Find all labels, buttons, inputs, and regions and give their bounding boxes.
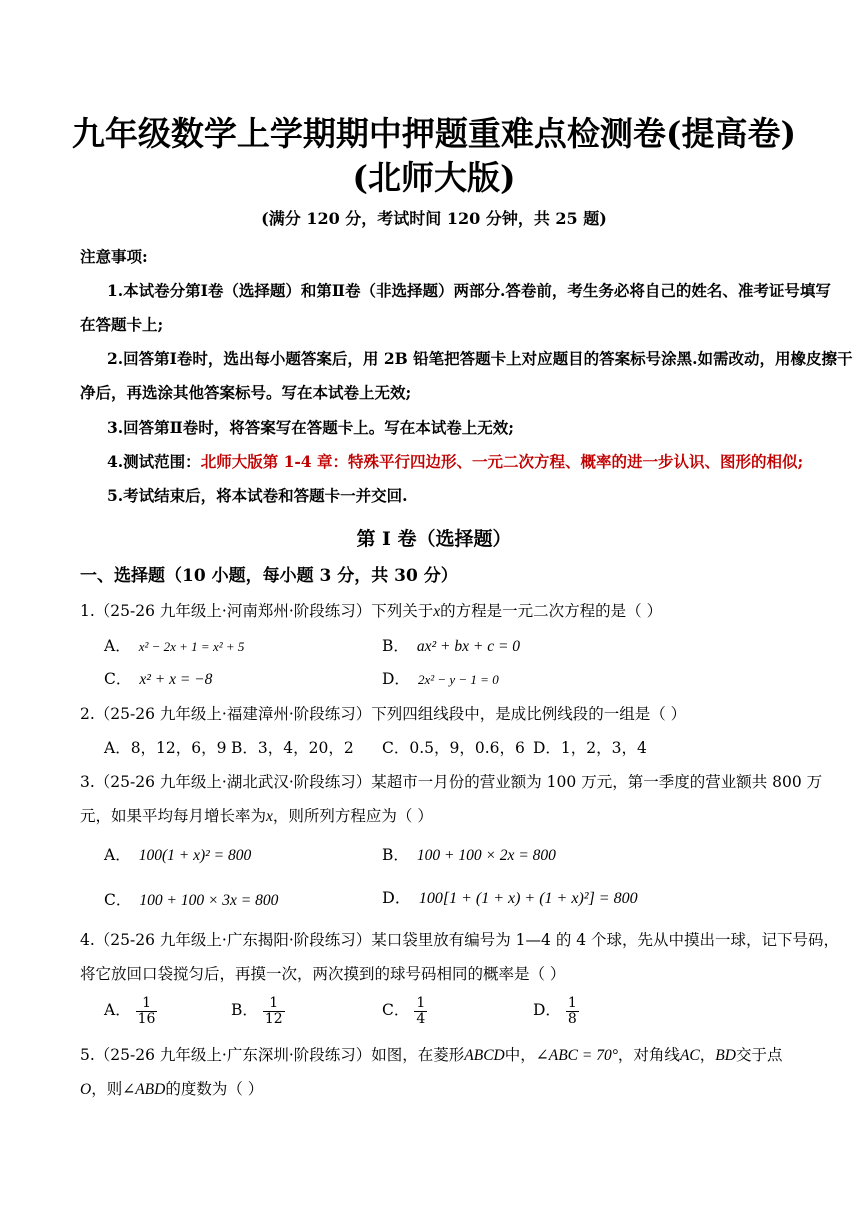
- q5-diagonal-bd: BD: [715, 1047, 736, 1064]
- q3-option-d: [382, 888, 638, 908]
- q4-option-c-fraction: [414, 996, 427, 1026]
- q5-stem-c: ，对角线: [617, 1046, 680, 1064]
- q3-option-a-label: A．: [104, 846, 131, 864]
- q4-option-d: [533, 996, 579, 1026]
- q4-stem-line2: 将它放回口袋搅匀后，再摸一次，两次摸到的球号码相同的概率是（ ）: [80, 965, 566, 983]
- note-item-1-line2: 在答题卡上;: [80, 315, 164, 334]
- q5-stem-d: ，: [699, 1046, 716, 1064]
- q3-option-d-text: 100[1 + (1 + x) + (1 + x)²] = 800: [418, 890, 638, 907]
- q5-angle-abd: ∠ABD: [122, 1081, 166, 1098]
- q5-stem-e: 交于点: [735, 1046, 783, 1064]
- q3-stem-line2-b: ，则所列方程应为（ ）: [272, 807, 433, 825]
- note-item-1-line1: 1.本试卷分第Ⅰ卷（选择题）和第Ⅱ卷（非选择题）两部分.答卷前，考生务必将自己的姓名、准考证号填写: [107, 281, 831, 300]
- q4-option-d-denominator: 8: [567, 1010, 577, 1027]
- q4-option-a-fraction: [136, 996, 158, 1026]
- q4-option-a: [104, 996, 157, 1026]
- q1-option-d: [382, 670, 499, 689]
- q4-option-a-label: A．: [104, 1001, 131, 1020]
- q5-diagonal-ac: AC: [679, 1047, 700, 1064]
- q4-option-d-numerator: 1: [567, 995, 577, 1011]
- q2-option-a: A．8，12，6，9: [104, 739, 227, 757]
- exam-title-line2: (北师大版): [352, 158, 516, 197]
- q4-option-a-denominator: 16: [137, 1010, 156, 1027]
- q4-option-c: [382, 996, 427, 1026]
- q1-option-c-label: C．: [104, 670, 132, 688]
- q1-stem-a: 1.（25-26 九年级上·河南郑州·阶段练习）下列关于: [80, 602, 434, 620]
- q4-option-c-label: C．: [382, 1001, 410, 1020]
- q5-point-o: O: [80, 1081, 92, 1098]
- q5-stem-line2-b: 的度数为（ ）: [165, 1080, 264, 1098]
- q2-option-c: C．0.5，9，0.6，6: [382, 739, 525, 757]
- q1-option-b: [382, 637, 520, 657]
- q1-var: x: [433, 603, 441, 620]
- q3-option-a: [104, 846, 251, 866]
- q3-option-a-text: 100(1 + x)² = 800: [138, 847, 252, 864]
- q4-option-b-denominator: 12: [264, 1010, 283, 1027]
- q3-stem-line1: 3.（25-26 九年级上·湖北武汉·阶段练习）某超市一月份的营业额为 100 万元，第一季度的营业额共 800 万: [80, 773, 823, 791]
- q4-option-d-fraction: [566, 996, 579, 1026]
- q1-option-b-text: ax² + bx + c = 0: [416, 638, 521, 655]
- q3-stem-line2: [80, 807, 433, 827]
- q3-option-b-label: B．: [382, 846, 409, 864]
- q5-stem-line1: [80, 1046, 782, 1066]
- q5-rhombus-name: ABCD: [464, 1047, 505, 1064]
- q4-option-c-denominator: 4: [416, 1010, 426, 1027]
- note-item-4: [107, 453, 803, 472]
- note-item-4-scope: 北师大版第 1-4 章：特殊平行四边形、一元二次方程、概率的进一步认识、图形的相似;: [200, 452, 804, 471]
- q1-option-c: [104, 670, 212, 690]
- note-item-3: 3.回答第Ⅱ卷时，将答案写在答题卡上。写在本试卷上无效;: [107, 418, 514, 437]
- q5-angle-abc: ∠ABC = 70°: [535, 1047, 618, 1064]
- q4-option-b-fraction: [263, 996, 285, 1026]
- section-heading: 一、选择题（10 小题，每小题 3 分，共 30 分）: [80, 566, 458, 586]
- q1-option-a-label: A．: [104, 637, 131, 655]
- q3-stem-line2-a: 元，如果平均每月增长率为: [80, 807, 267, 825]
- note-item-2-line1: 2.回答第Ⅰ卷时，选出每小题答案后，用 2B 铅笔把答题卡上对应题目的答案标号涂黑.如需改动，用橡皮擦干: [107, 349, 853, 368]
- note-item-2-line2: 净后，再选涂其他答案标号。写在本试卷上无效;: [80, 383, 412, 402]
- q3-var: x: [266, 808, 273, 825]
- q5-stem-b: 中，: [504, 1046, 536, 1064]
- q1-option-a-text: x² − 2x + 1 = x² + 5: [138, 639, 245, 654]
- q3-option-c: [104, 891, 278, 911]
- q2-option-b: B．3，4，20，2: [231, 739, 354, 757]
- q5-stem-a: 5.（25-26 九年级上·广东深圳·阶段练习）如图，在菱形: [80, 1046, 465, 1064]
- q3-option-c-label: C．: [104, 891, 132, 909]
- q1-stem: [80, 602, 662, 622]
- notes-heading: 注意事项:: [80, 247, 148, 266]
- note-item-4-prefix: 4.测试范围：: [107, 452, 201, 471]
- q4-stem-line1: 4.（25-26 九年级上·广东揭阳·阶段练习）某口袋里放有编号为 1—4 的 4 个球，先从中摸出一球，记下号码，: [80, 931, 840, 949]
- q3-option-c-text: 100 + 100 × 3x = 800: [139, 892, 279, 909]
- part-title: 第 I 卷（选择题）: [356, 528, 512, 550]
- q4-option-b: [231, 996, 285, 1026]
- q2-stem: 2.（25-26 九年级上·福建漳州·阶段练习）下列四组线段中，是成比例线段的一组是（ ）: [80, 705, 687, 723]
- exam-subtitle: (满分 120 分，考试时间 120 分钟，共 25 题): [261, 209, 607, 228]
- q3-option-b: [382, 846, 556, 866]
- q1-option-d-text: 2x² − y − 1 = 0: [417, 672, 499, 687]
- q4-option-a-numerator: 1: [136, 996, 158, 1012]
- q3-option-b-text: 100 + 100 × 2x = 800: [416, 847, 556, 864]
- note-item-5: 5.考试结束后，将本试卷和答题卡一并交回.: [107, 486, 408, 505]
- q1-option-c-text: x² + x = −8: [139, 671, 213, 688]
- q4-option-d-label: D．: [533, 1001, 561, 1020]
- q3-option-d-label: D．: [382, 888, 411, 907]
- q1-option-b-label: B．: [382, 637, 409, 655]
- q1-option-d-label: D．: [382, 670, 410, 688]
- q4-option-c-numerator: 1: [416, 995, 426, 1011]
- q2-option-d: D．1，2，3，4: [533, 739, 647, 757]
- q4-option-b-numerator: 1: [263, 996, 285, 1012]
- q5-stem-line2: [80, 1080, 263, 1100]
- q5-stem-line2-a: ，则: [91, 1080, 123, 1098]
- q4-option-b-label: B．: [231, 1001, 258, 1020]
- q1-option-a: [104, 637, 244, 656]
- exam-title-line1: 九年级数学上学期期中押题重难点检测卷(提高卷): [71, 114, 797, 153]
- q1-stem-b: 的方程是一元二次方程的是（ ）: [440, 602, 663, 620]
